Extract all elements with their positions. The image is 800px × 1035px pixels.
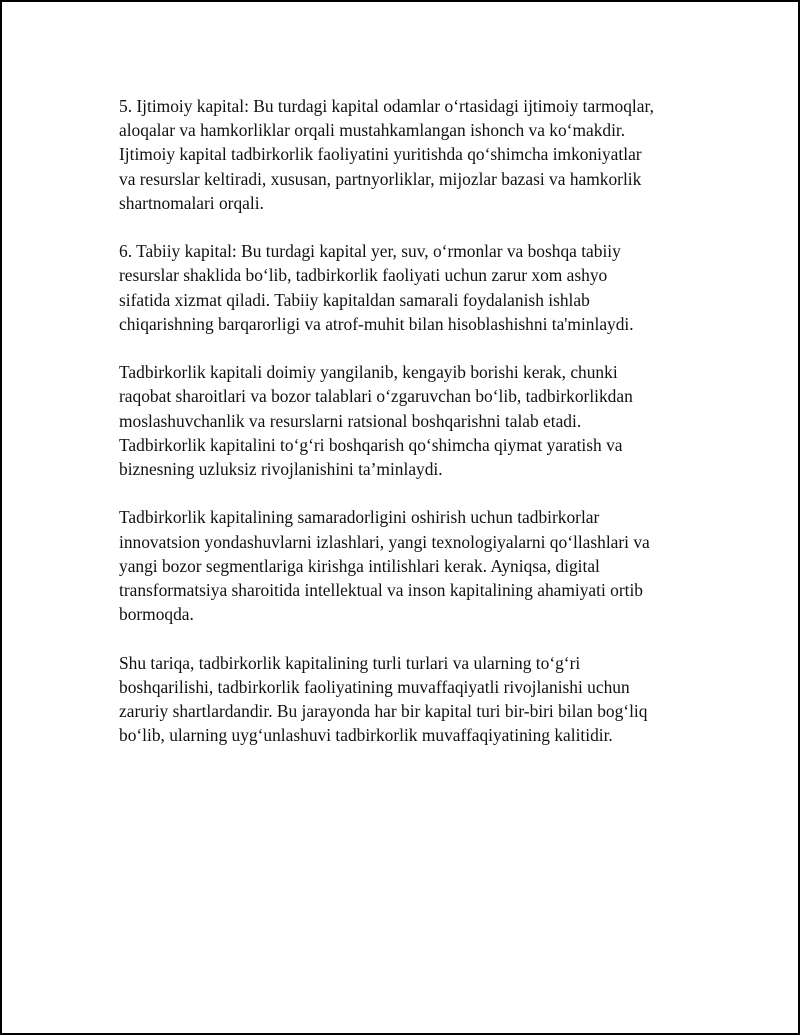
text-line: 6. Tabiiy kapital: Bu turdagi kapital yer, suv, oʻrmonlar va boshqa tabiiy [119,241,621,262]
text-line: va resurslar keltiradi, xususan, partnyorliklar, mijozlar bazasi va hamkorlik [119,168,642,189]
text-line: chiqarishning barqarorligi va atrof-muhit bilan hisoblashishni ta'minlaydi. [119,313,634,334]
text-line: boʻlib, ularning uygʻunlashuvi tadbirkorlik muvaffaqiyatining kalitidir. [119,725,613,746]
document-body [119,94,699,772]
text-line: yangi bozor segmentlariga kirishga intilishlari kerak. Ayniqsa, digital [119,555,600,576]
text-line: zaruriy shartlardandir. Bu jarayonda har bir kapital turi bir-biri bilan bogʻliq [119,701,648,722]
text-line: innovatsion yondashuvlarni izlashlari, yangi texnologiyalarni qoʻllashlari va [119,531,650,552]
text-line: Shu tariqa, tadbirkorlik kapitalining turli turlari va ularning toʻgʻri [119,652,581,673]
text-line: boshqarilishi, tadbirkorlik faoliyatining muvaffaqiyatli rivojlanishi uchun [119,676,630,697]
text-line: bormoqda. [119,604,194,625]
paragraph-natural-capital [119,239,699,336]
text-line: sifatida xizmat qiladi. Tabiiy kapitaldan samarali foydalanish ishlab [119,289,590,310]
text-line: Ijtimoiy kapital tadbirkorlik faoliyatini yuritishda qoʻshimcha imkoniyatlar [119,144,642,165]
paragraph-conclusion [119,651,699,748]
paragraph-social-capital [119,94,699,215]
text-line: Tadbirkorlik kapitalini toʻgʻri boshqarish qoʻshimcha qiymat yaratish va [119,434,623,455]
text-line: moslashuvchanlik va resurslarni ratsional boshqarishni talab etadi. [119,410,582,431]
text-line: raqobat sharoitlari va bozor talablari oʻzgaruvchan boʻlib, tadbirkorlikdan [119,386,633,407]
text-line: 5. Ijtimoiy kapital: Bu turdagi kapital odamlar oʻrtasidagi ijtimoiy tarmoqlar, [119,96,654,116]
paragraph-capital-efficiency [119,505,699,626]
paragraph-capital-renewal [119,360,699,481]
text-line: resurslar shaklida boʻlib, tadbirkorlik faoliyati uchun zarur xom ashyo [119,265,608,286]
text-line: aloqalar va hamkorliklar orqali mustahkamlangan ishonch va koʻmakdir. [119,120,626,141]
text-line: Tadbirkorlik kapitali doimiy yangilanib, kengayib borishi kerak, chunki [119,362,618,383]
text-line: biznesning uzluksiz rivojlanishini taʼminlaydi. [119,459,443,480]
text-line: Tadbirkorlik kapitalining samaradorligini oshirish uchun tadbirkorlar [119,507,600,528]
text-line: transformatsiya sharoitida intellektual va inson kapitalining ahamiyati ortib [119,580,644,601]
text-line: shartnomalari orqali. [119,192,264,213]
